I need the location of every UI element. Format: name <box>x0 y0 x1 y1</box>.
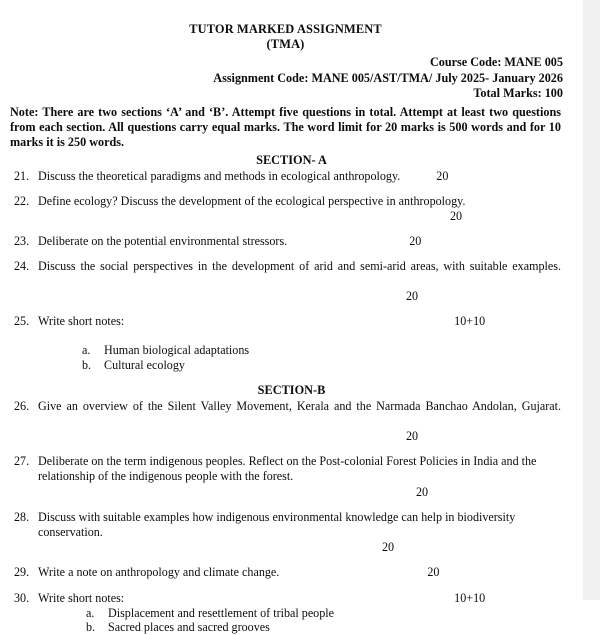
assignment-title-main: TUTOR MARKED ASSIGNMENT <box>189 22 382 36</box>
question-text: Write short notes: 10+10 <box>38 314 486 329</box>
question-item <box>10 259 567 305</box>
question-number: 28. <box>14 509 30 524</box>
question-number: 23. <box>14 234 30 249</box>
question-text: Define ecology? Discuss the development of the ecological perspective in anthropology. <box>38 193 466 208</box>
subitem-text: Cultural ecology <box>104 357 185 372</box>
question-text: Deliberate on the term indigenous peoples. Reflect on the Post-colonial Forest Policies in India and the relationship of the indigenous people with the forest. <box>38 454 537 484</box>
question-subitem <box>38 358 561 373</box>
question-number: 21. <box>14 168 30 183</box>
section-heading-b: SECTION-B <box>257 382 326 397</box>
question-item <box>10 234 567 249</box>
question-marks: 20 <box>382 540 395 555</box>
question-number: 25. <box>14 314 30 329</box>
question-text: Give an overview of the Silent Valley Movement, Kerala and the Narmada Banchao Andolan, Gujarat. <box>38 398 561 413</box>
question-subitem <box>38 606 561 621</box>
total-marks: Total Marks: 100 <box>473 86 563 100</box>
question-marks: 20 <box>416 484 429 499</box>
question-item <box>10 399 567 445</box>
question-text: Discuss the theoretical paradigms and methods in ecological anthropology. 20 <box>38 168 449 183</box>
question-item <box>10 314 567 372</box>
section-heading-a: SECTION- A <box>256 152 327 167</box>
question-item <box>10 510 567 556</box>
assignment-title-sub: (TMA) <box>266 37 305 51</box>
question-marks: 20 <box>406 428 419 443</box>
subitem-text: Sacred places and sacred grooves <box>108 620 270 635</box>
question-item <box>10 194 567 224</box>
question-subitem <box>38 343 561 358</box>
subitem-marker: a. <box>82 343 91 358</box>
question-text: Deliberate on the potential environmental stressors. 20 <box>38 234 422 249</box>
question-number: 26. <box>14 398 30 413</box>
instructions-note: Note: There are two sections ‘A’ and ‘B’. Attempt five questions in total. Attempt at least two questions from each section. All questions carry equal marks. The word limit for 20 marks is 500 words and for 10 marks it is 250 words. <box>10 104 561 150</box>
question-number: 27. <box>14 454 30 469</box>
page-title <box>4 22 567 52</box>
subitem-text: Displacement and resettlement of tribal people <box>108 605 335 620</box>
subitem-text: Human biological adaptations <box>104 343 250 358</box>
assignment-meta-block <box>10 55 567 102</box>
question-number: 24. <box>14 258 30 273</box>
page-right-margin <box>583 0 600 600</box>
question-item <box>10 565 567 580</box>
question-marks: 20 <box>427 565 440 580</box>
question-text: Discuss with suitable examples how indigenous environmental knowledge can help in biodiversity conservation. <box>38 509 516 539</box>
question-subitem-list <box>38 343 561 372</box>
subitem-marker: b. <box>82 357 92 372</box>
course-code: Course Code: MANE 005 <box>429 55 563 69</box>
question-list-section-a <box>10 169 567 373</box>
question-number: 30. <box>14 590 30 605</box>
question-marks: 20 <box>436 168 449 183</box>
question-number: 22. <box>14 193 30 208</box>
assignment-code: Assignment Code: MANE 005/AST/TMA/ July 2025- January 2026 <box>213 70 563 85</box>
question-marks: 20 <box>406 288 419 303</box>
question-item <box>10 591 567 635</box>
question-item <box>10 454 567 500</box>
question-marks: 10+10 <box>454 590 486 605</box>
question-marks: 10+10 <box>454 314 486 329</box>
subitem-marker: a. <box>86 605 95 620</box>
question-marks: 20 <box>450 209 463 224</box>
question-subitem <box>38 620 561 635</box>
subitem-marker: b. <box>86 620 96 635</box>
question-list-section-b <box>10 399 567 635</box>
question-marks: 20 <box>409 234 422 249</box>
question-text: Write short notes: 10+10 <box>38 590 486 605</box>
question-number: 29. <box>14 565 30 580</box>
question-text: Discuss the social perspectives in the development of arid and semi-arid areas, with suitable examples. <box>38 258 561 273</box>
question-subitem-list <box>38 606 561 635</box>
question-item <box>10 169 567 184</box>
question-text: Write a note on anthropology and climate change. 20 <box>38 565 440 580</box>
